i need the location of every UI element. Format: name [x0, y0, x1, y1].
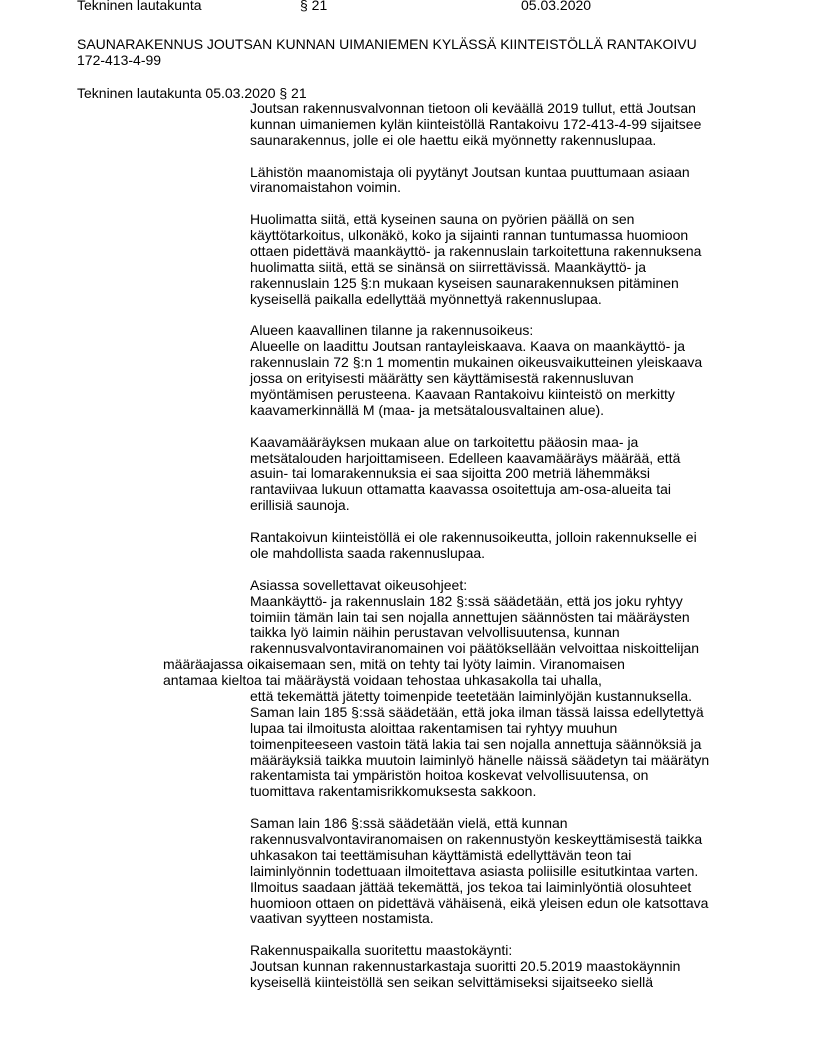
body-text-line: Saman lain 186 §:ssä säädetään vielä, että kunnan — [250, 815, 568, 832]
body-text-line: Rakennuspaikalla suoritettu maastokäynti: — [250, 942, 513, 959]
body-text-line: Ilmoitus saadaan jättää tekemättä, jos tekoa tai laiminlyöntiä olosuhteet — [250, 878, 692, 895]
header-committee: Tekninen lautakunta — [77, 0, 202, 13]
document-title — [77, 36, 777, 68]
body-text-line: Saman lain 185 §:ssä säädetään, että joka ilman tässä laissa edellytettyä — [250, 703, 704, 720]
body-text-line: Rantakoivun kiinteistöllä ei ole rakennusoikeutta, jolloin rakennukselle ei — [250, 529, 697, 546]
body-text-line: että tekemättä jätetty toimenpide teetetään laiminlyöjän kustannuksella. — [250, 687, 693, 704]
body-text-line: Joutsan rakennusvalvonnan tietoon oli keväällä 2019 tullut, että Joutsan — [250, 100, 696, 116]
body-text-line: ottaen pidettävä maankäyttö- ja rakennuslain tarkoitettuna rakennuksena — [250, 243, 702, 260]
body-text-line: Lähistön maanomistaja oli pyytänyt Joutsan kuntaa puuttumaan asiaan — [250, 163, 690, 180]
body-text-line: Kaavamääräyksen mukaan alue on tarkoitettu pääosin maa- ja — [250, 433, 639, 450]
paragraph-spacer — [250, 196, 770, 212]
body-text-line: huomioon ottaen on pidettävä vähäisenä, eikä yleisen edun ole katsottava — [250, 894, 709, 911]
paragraph-spacer — [250, 800, 770, 816]
title-line: SAUNARAKENNUS JOUTSAN KUNNAN UIMANIEMEN KYLÄSSÄ KIINTEISTÖLLÄ RANTAKOIVU — [77, 36, 697, 52]
body-text-line: rantaviivaa lukuun ottamatta kaavassa osoitettuja am-osa-alueita tai — [250, 481, 672, 498]
paragraph-spacer — [250, 308, 770, 324]
body-text-line: kyseisellä paikalla edellyttää myönnettyä rakennuslupaa. — [250, 290, 602, 307]
body-text-line: Asiassa sovellettavat oikeusohjeet: — [250, 576, 468, 593]
body-text-line: erillisiä saunoja. — [250, 497, 350, 514]
header-date: 05.03.2020 — [521, 0, 592, 13]
body-text-line: asuin- tai lomarakennuksia ei saa sijoitta 200 metriä lähemmäksi — [250, 465, 650, 482]
document-body — [163, 100, 770, 991]
body-text-line: lupaa tai ilmoitusta aloittaa rakentamisen tai ryhtyy muuhun — [250, 719, 618, 736]
header-section: § 21 — [300, 0, 328, 13]
body-text-line: rakennusvalvontaviranomainen voi päätöksellään velvoittaa niskoittelijan — [250, 640, 700, 657]
body-text-line: Alueen kaavallinen tilanne ja rakennusoikeus: — [250, 322, 534, 339]
body-text-line: kyseisellä kiinteistöllä sen seikan selvittämiseksi sijaitseeko siellä — [250, 973, 654, 990]
paragraph-spacer — [250, 562, 770, 578]
body-text-line: toimiin tämän lain tai sen nojalla annettujen säännösten tai määräysten — [250, 608, 690, 625]
body-text-line: laiminlyönnin todettuaan ilmoitettava asiasta poliisille esitutkintaa varten. — [250, 862, 699, 879]
body-text-line: kunnan uimaniemen kylän kiinteistöllä Rantakoivu 172-413-4-99 sijaitsee — [250, 115, 702, 132]
body-text-line: myöntämisen perusteena. Kaavaan Rantakoivu kiinteistö on merkitty — [250, 386, 675, 403]
body-text-line: Alueelle on laadittu Joutsan rantayleiskaava. Kaava on maankäyttö- ja — [250, 338, 686, 355]
paragraph-spacer — [250, 419, 770, 435]
body-text-line: tuomittava rakentamisrikkomuksesta sakkoon. — [250, 783, 537, 800]
body-text-line: viranomaistahon voimin. — [250, 179, 401, 196]
body-text-line: määräyksiä taikka muutoin laiminlyö hänelle näissä säädetyn tai määrätyn — [250, 751, 710, 768]
body-text-line: jossa on erityisesti määrätty sen käyttämisestä rakennusluvan — [250, 370, 634, 387]
title-line: 172-413-4-99 — [77, 52, 162, 68]
body-text-line: rakentamista tai ympäristön hoitoa koskevat velvollisuutensa, on — [250, 767, 649, 784]
body-text-line: uhkasakon tai teettämisuhan käyttämistä edellyttävän teon tai — [250, 846, 632, 863]
body-text-line: huolimatta siitä, että se sinänsä on siirrettävissä. Maankäyttö- ja — [250, 258, 647, 275]
body-text-line: rakennusvalvontaviranomaisen on rakennustyön keskeyttämisestä taikka — [250, 830, 703, 847]
body-text-line: käyttötarkoitus, ulkonäkö, koko ja sijainti rannan tuntumassa huomioon — [250, 227, 689, 244]
body-text-line: antamaa kieltoa tai määräystä voidaan tehostaa uhkasakolla tai uhalla, — [163, 672, 602, 689]
body-text-line: metsätalouden harjoittamiseen. Edelleen kaavamääräys määrää, että — [250, 449, 681, 466]
body-text-line: Huolimatta siitä, että kyseinen sauna on pyörien päällä on sen — [250, 211, 635, 228]
body-text-line: taikka lyö laimin näihin perustavan velvollisuutensa, kunnan — [250, 624, 620, 641]
body-text-line: vaativan syytteen nostamista. — [250, 910, 434, 927]
body-text-line: ole mahdollista saada rakennuslupaa. — [250, 544, 486, 561]
paragraph-spacer — [250, 149, 770, 165]
paragraph-spacer — [250, 927, 770, 943]
body-text-line: rakennuslain 125 §:n mukaan kyseisen saunarakennuksen pitäminen — [250, 274, 679, 291]
body-text-line: rakennuslain 72 §:n 1 momentin mukainen oikeusvaikutteinen yleiskaava — [250, 354, 703, 371]
body-text-line: toimenpiteeseen vastoin tätä lakia tai sen nojalla annettuja säännöksiä ja — [250, 735, 702, 752]
body-text-line: saunarakennus, jolle ei ole haettu eikä myönnetty rakennuslupaa. — [250, 131, 657, 148]
body-text-line: Joutsan kunnan rakennustarkastaja suoritti 20.5.2019 maastokäynnin — [250, 958, 681, 975]
paragraph-spacer — [250, 514, 770, 530]
meeting-reference: Tekninen lautakunta 05.03.2020 § 21 — [77, 85, 307, 101]
body-text-line: määräajassa oikaisemaan sen, mitä on tehty tai lyöty laimin. Viranomaisen — [163, 656, 625, 673]
body-text-line: kaavamerkinnällä M (maa- ja metsätalousvaltainen alue). — [250, 401, 605, 418]
body-text-line: Maankäyttö- ja rakennuslain 182 §:ssä säädetään, että jos joku ryhtyy — [250, 592, 683, 609]
